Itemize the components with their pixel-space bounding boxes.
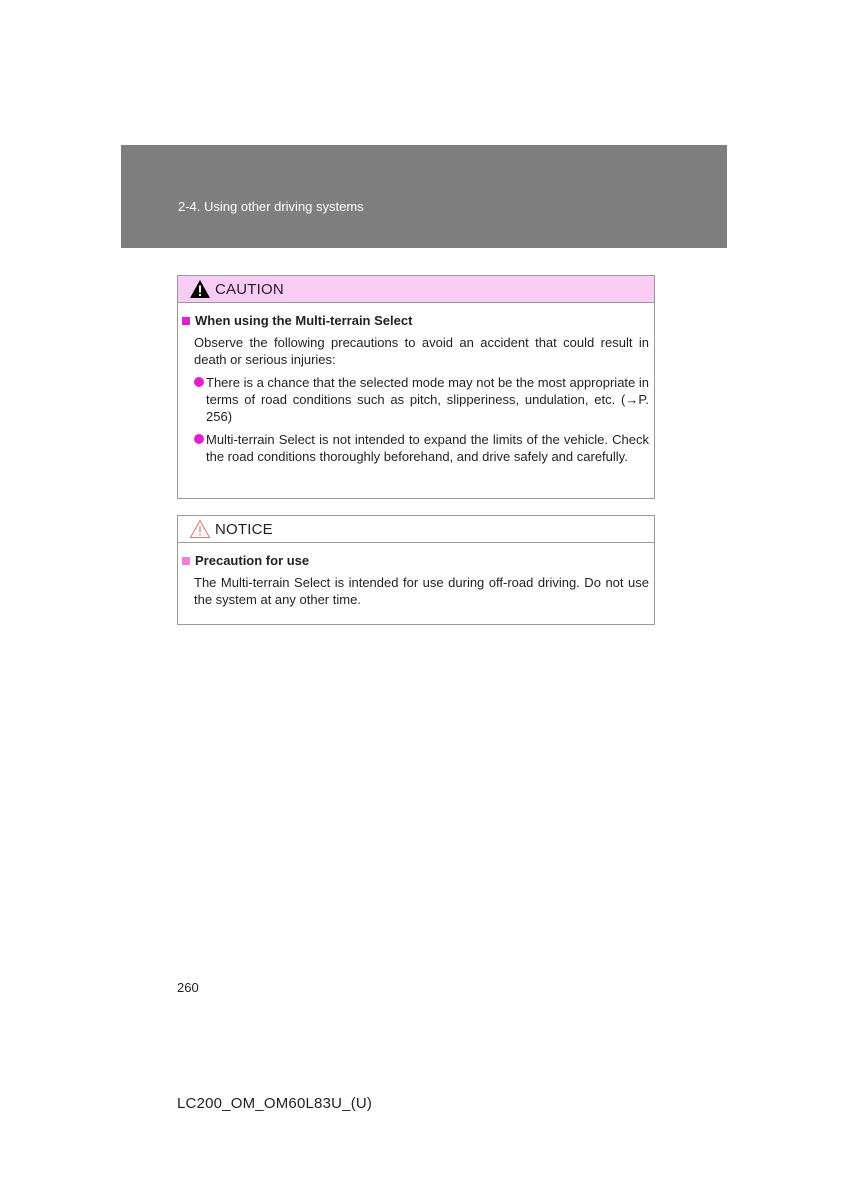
notice-triangle-icon xyxy=(189,519,211,539)
caution-subheading-text: When using the Multi-terrain Select xyxy=(195,313,413,328)
caution-bullet-2-text: Multi-terrain Select is not intended to expand the limits of the vehicle. Check the road conditions thoroughly beforehand, and drive safely and carefully. xyxy=(206,432,649,464)
caution-intro: Observe the following precautions to avoid an accident that could result in death or serious injuries: xyxy=(194,335,649,367)
notice-subheading xyxy=(182,553,309,568)
notice-text: The Multi-terrain Select is intended for use during off-road driving. Do not use the system at any other time. xyxy=(194,575,649,607)
square-bullet-icon xyxy=(182,557,190,565)
section-header-band xyxy=(121,145,727,248)
caution-subheading xyxy=(182,313,412,328)
caution-box xyxy=(177,275,655,499)
warning-triangle-icon xyxy=(189,279,211,299)
round-bullet-icon xyxy=(194,434,204,444)
round-bullet-icon xyxy=(194,377,204,387)
square-bullet-icon xyxy=(182,317,190,325)
notice-subheading-text: Precaution for use xyxy=(195,553,310,568)
document-code: LC200_OM_OM60L83U_(U) xyxy=(177,1095,373,1112)
caution-bullet-1 xyxy=(194,374,649,425)
caution-bullet-2 xyxy=(194,431,649,465)
notice-header xyxy=(178,516,654,543)
page-number: 260 xyxy=(177,980,199,995)
caution-title: CAUTION xyxy=(215,280,284,298)
notice-box xyxy=(177,515,655,625)
section-title: 2-4. Using other driving systems xyxy=(178,199,364,214)
caution-bullet-1-text: There is a chance that the selected mode may not be the most appropriate in terms of road conditions such as pitch, slipperiness, undulation, etc. (→P. 256) xyxy=(206,375,649,424)
caution-header xyxy=(178,276,654,303)
notice-title: NOTICE xyxy=(215,520,273,538)
